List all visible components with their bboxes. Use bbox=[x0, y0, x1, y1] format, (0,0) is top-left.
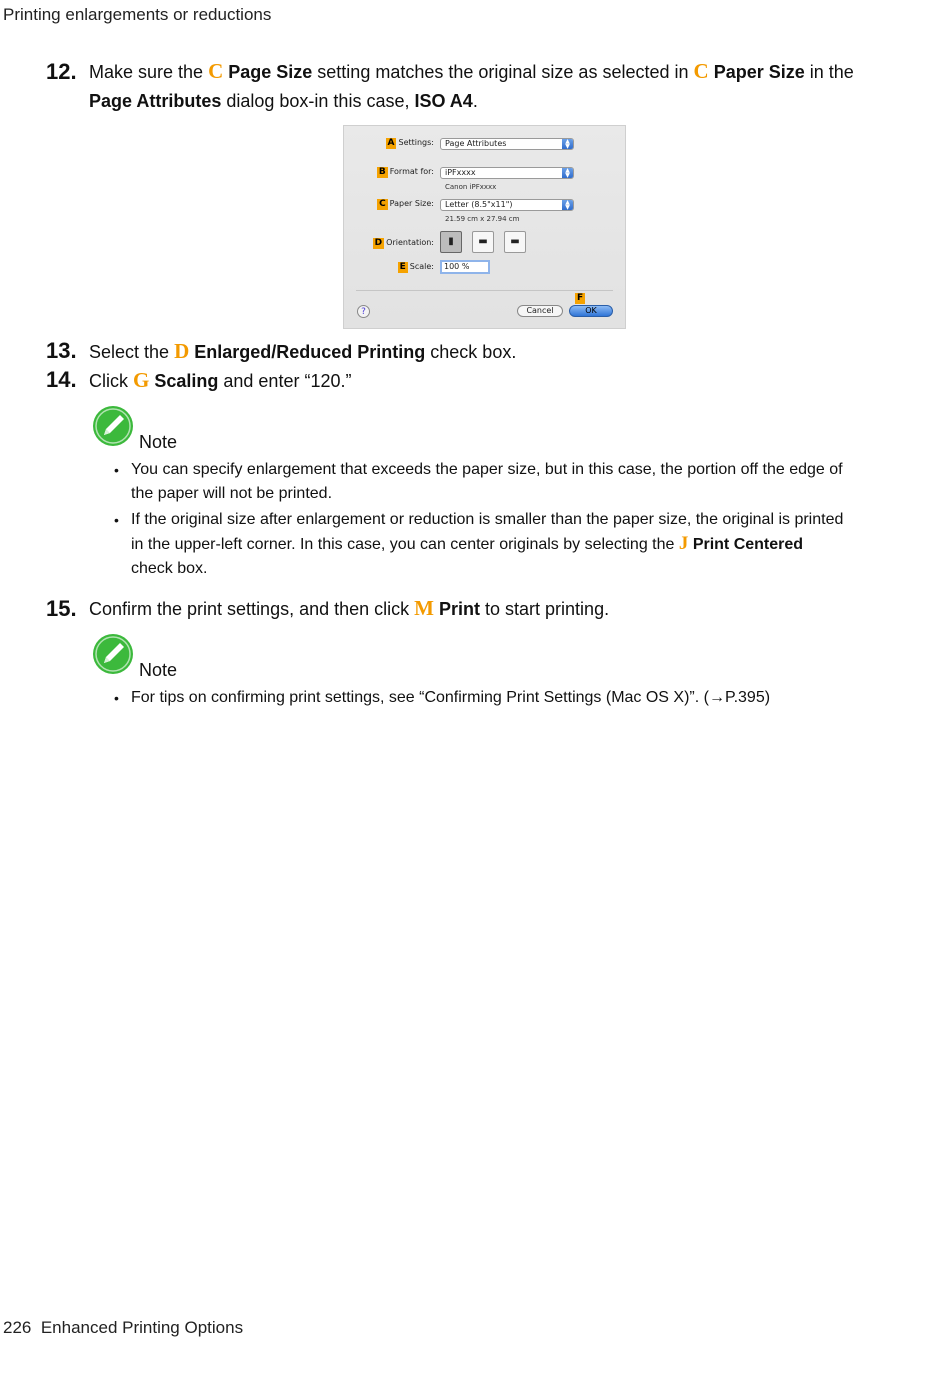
page-header: Printing enlargements or reductions bbox=[3, 5, 272, 24]
step-15-text-2: to start printing. bbox=[480, 599, 610, 619]
marker-m: M bbox=[414, 596, 434, 620]
page-footer bbox=[3, 1318, 243, 1338]
tag-c: C bbox=[379, 199, 386, 209]
portrait-orientation-icon[interactable]: ▮ bbox=[440, 231, 462, 253]
bullet-icon: • bbox=[114, 690, 119, 706]
step-15-number: 15. bbox=[46, 596, 77, 621]
step-13-text bbox=[89, 337, 516, 367]
step-14-text bbox=[89, 366, 351, 396]
step-14-number: 14. bbox=[46, 367, 77, 392]
note-1-bullet-2-line-3: check box. bbox=[131, 560, 208, 577]
step-12-text-4: dialog box-in this case, bbox=[221, 91, 415, 111]
tag-b: B bbox=[378, 167, 386, 177]
note-icon bbox=[92, 633, 134, 680]
format-label: B Format for: bbox=[378, 167, 434, 177]
scale-label: E Scale: bbox=[399, 262, 434, 272]
note-2-bullet-1[interactable]: For tips on confirming print settings, see “Confirming Print Settings (Mac OS X)”. (→P.395) bbox=[131, 689, 771, 706]
step-13-number: 13. bbox=[46, 338, 77, 363]
paper-size-term: Paper Size bbox=[713, 62, 805, 82]
orientation-label: D Orientation: bbox=[374, 238, 434, 248]
paper-size-popup[interactable]: Letter (8.5"x11") ▲ ▼ bbox=[440, 199, 574, 211]
step-12-text bbox=[89, 57, 909, 116]
note-icon bbox=[92, 405, 134, 452]
note-1-bullet-1-line-2: the paper will not be printed. bbox=[131, 485, 333, 502]
marker-j: J bbox=[678, 533, 689, 554]
popup-arrows-icon: ▲ ▼ bbox=[562, 168, 573, 178]
note-label: Note bbox=[139, 432, 178, 452]
page-attributes-dialog bbox=[343, 125, 626, 329]
marker-c-2: C bbox=[693, 59, 709, 83]
marker-g: G bbox=[133, 368, 150, 392]
step-14-text-1: Click bbox=[89, 371, 133, 391]
format-popup[interactable]: iPFxxxx ▲ ▼ bbox=[440, 167, 574, 179]
note-label: Note bbox=[139, 660, 178, 680]
tag-e: E bbox=[399, 262, 406, 272]
popup-arrows-icon: ▲ ▼ bbox=[562, 200, 573, 210]
step-12-number: 12. bbox=[46, 59, 77, 84]
step-15-text-1: Confirm the print settings, and then click bbox=[89, 599, 415, 619]
paper-size-sub: 21.59 cm x 27.94 cm bbox=[445, 215, 520, 223]
step-13-text-1: Select the bbox=[89, 342, 175, 362]
footer-section: Enhanced Printing Options bbox=[40, 1318, 244, 1337]
page-size-term: Page Size bbox=[228, 62, 313, 82]
step-14-text-2: and enter “120.” bbox=[218, 371, 352, 391]
marker-d: D bbox=[174, 339, 190, 363]
print-centered-term: Print Centered bbox=[692, 536, 804, 553]
marker-c: C bbox=[208, 59, 224, 83]
landscape-right-orientation-icon[interactable]: ▬ bbox=[504, 231, 526, 253]
note-1-bullet-2-line-1: If the original size after enlargement or reduction is smaller than the paper size, the original is printed bbox=[131, 511, 844, 528]
note-1-bullet-2 bbox=[131, 508, 911, 581]
scale-input[interactable]: 100 % bbox=[440, 260, 490, 274]
popup-arrows-icon: ▲ ▼ bbox=[562, 139, 573, 149]
step-12-text-5: . bbox=[472, 91, 478, 111]
page-number: 226 bbox=[3, 1318, 32, 1337]
page-attributes-term: Page Attributes bbox=[89, 91, 222, 111]
step-12-text-2: setting matches the original size as selected in bbox=[312, 62, 694, 82]
settings-label: A Settings: bbox=[387, 138, 434, 148]
divider bbox=[356, 290, 613, 291]
step-15-text bbox=[89, 594, 609, 624]
note-1-bullet-1 bbox=[131, 458, 911, 506]
enlarged-reduced-term: Enlarged/Reduced Printing bbox=[194, 342, 426, 362]
bullet-icon: • bbox=[114, 512, 119, 528]
step-12-text-3: in the bbox=[804, 62, 854, 82]
print-term: Print bbox=[439, 599, 481, 619]
note-1-bullet-1-line-1: You can specify enlargement that exceeds the paper size, but in this case, the portion off the edge of bbox=[131, 461, 843, 478]
tag-f: F bbox=[577, 293, 584, 303]
format-sub: Canon iPFxxxx bbox=[445, 183, 497, 191]
iso-a4-term: ISO A4 bbox=[414, 91, 473, 111]
note-1-bullet-2-line-2: in the upper-left corner. In this case, you can center originals by selecting the bbox=[131, 536, 679, 553]
help-icon[interactable]: ? bbox=[357, 305, 370, 318]
settings-popup[interactable]: Page Attributes ▲ ▼ bbox=[440, 138, 574, 150]
cancel-button[interactable]: Cancel bbox=[517, 305, 563, 317]
tag-a: A bbox=[387, 138, 395, 148]
tag-d: D bbox=[374, 238, 383, 248]
ok-button[interactable]: OK bbox=[569, 305, 613, 317]
step-13-text-2: check box. bbox=[425, 342, 517, 362]
step-12-text-1: Make sure the bbox=[89, 62, 209, 82]
landscape-left-orientation-icon[interactable]: ▬ bbox=[472, 231, 494, 253]
bullet-icon: • bbox=[114, 462, 119, 478]
scaling-term: Scaling bbox=[154, 371, 219, 391]
paper-size-label: C Paper Size: bbox=[379, 199, 434, 209]
